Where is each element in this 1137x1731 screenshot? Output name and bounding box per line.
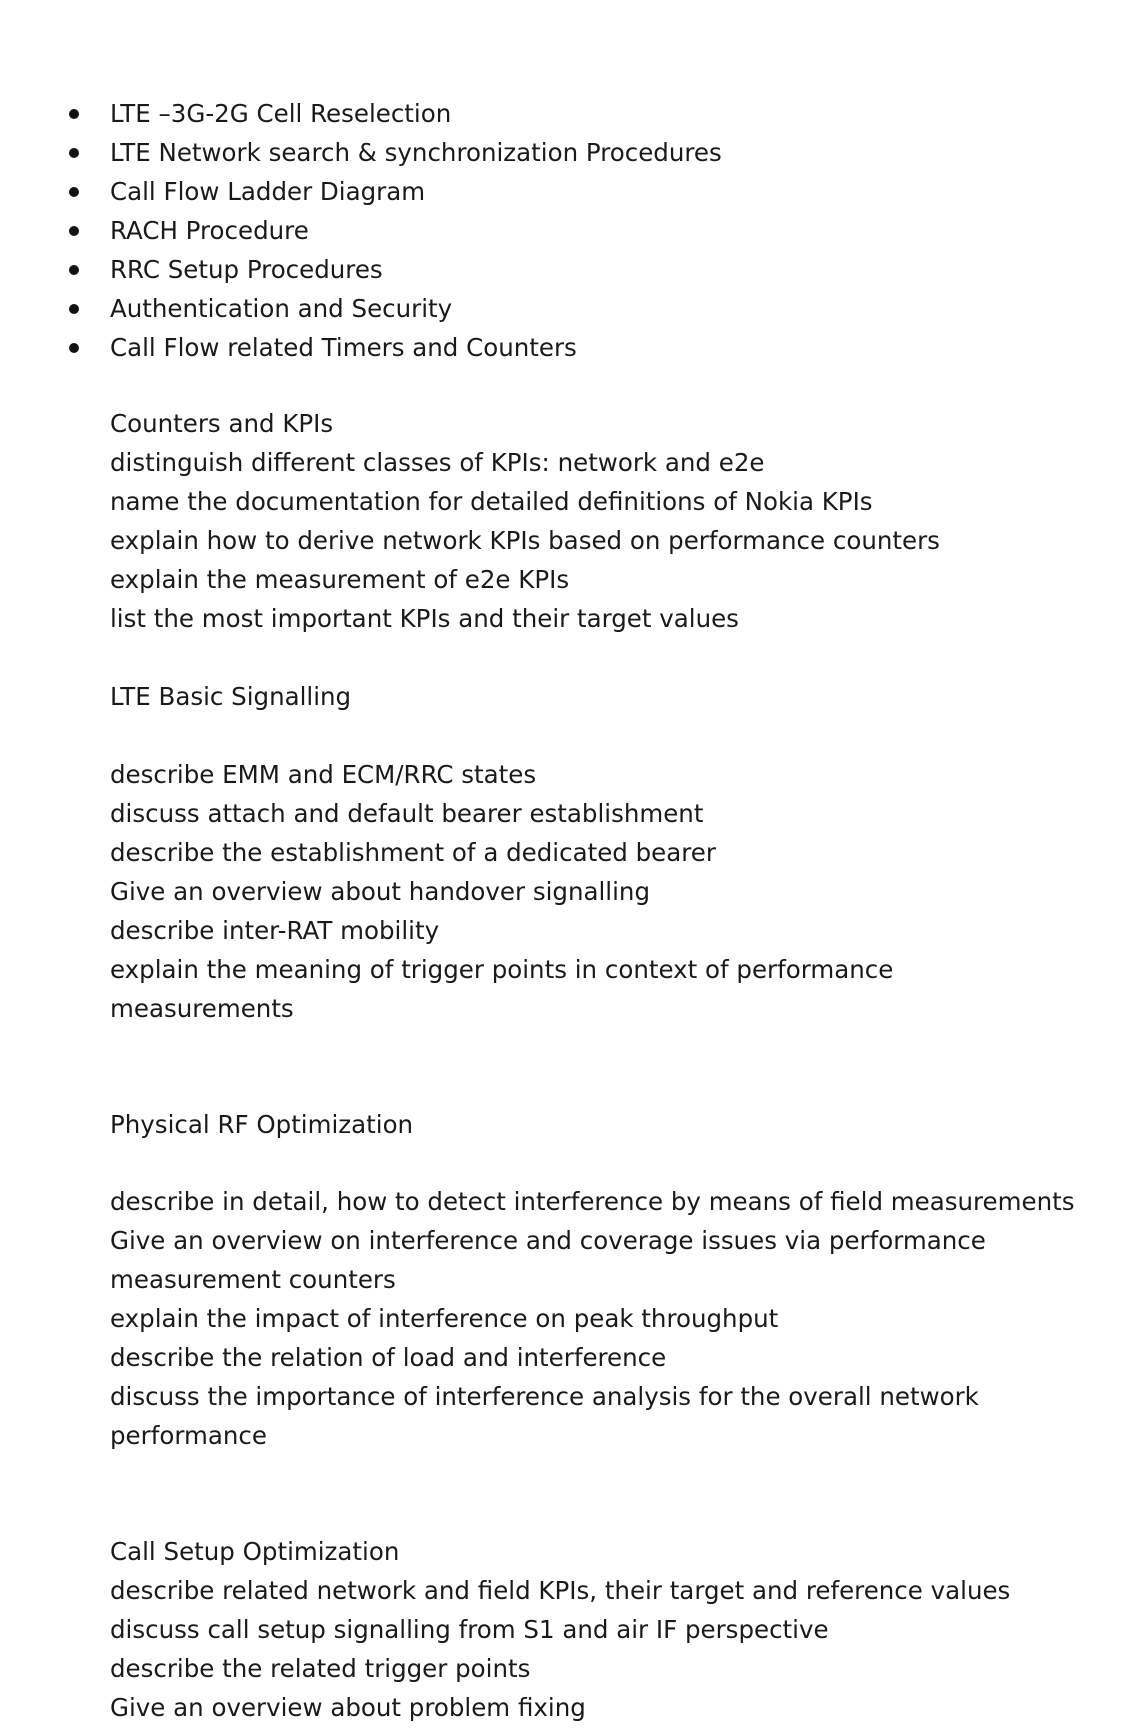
section-heading: LTE Basic Signalling (110, 682, 352, 711)
section-line: measurements (110, 994, 294, 1023)
bullet-icon (69, 265, 79, 275)
physical-rf-heading-block (110, 1105, 1110, 1144)
section-line: list the most important KPIs and their target values (110, 604, 739, 633)
bullet-icon (69, 187, 79, 197)
bullet-text: RACH Procedure (110, 216, 309, 245)
section-line: explain the meaning of trigger points in context of performance (110, 955, 894, 984)
list-item (0, 94, 1137, 133)
section-line: discuss the importance of interference analysis for the overall network (110, 1382, 979, 1411)
bullet-icon (69, 226, 79, 236)
list-item (0, 250, 1137, 289)
section-line: Give an overview on interference and coverage issues via performance (110, 1226, 986, 1255)
list-item (0, 289, 1137, 328)
bullet-list (0, 94, 1137, 367)
list-item (0, 133, 1137, 172)
bullet-icon (69, 148, 79, 158)
list-item (0, 328, 1137, 367)
section-line: describe in detail, how to detect interference by means of field measurements (110, 1187, 1075, 1216)
section-line: explain how to derive network KPIs based on performance counters (110, 526, 940, 555)
section-line: measurement counters (110, 1265, 396, 1294)
bullet-icon (69, 109, 79, 119)
bullet-text: Call Flow Ladder Diagram (110, 177, 426, 206)
lte-basic-signalling-heading-block (110, 677, 1110, 716)
physical-rf-section (110, 1182, 1110, 1455)
bullet-text: RRC Setup Procedures (110, 255, 383, 284)
section-line: describe the related trigger points (110, 1654, 531, 1683)
section-line: distinguish different classes of KPIs: network and e2e (110, 448, 765, 477)
section-line: describe the establishment of a dedicated bearer (110, 838, 716, 867)
section-heading: Counters and KPIs (110, 409, 334, 438)
section-line: discuss attach and default bearer establishment (110, 799, 704, 828)
section-line: describe EMM and ECM/RRC states (110, 760, 537, 789)
lte-basic-signalling-section (110, 755, 1110, 1028)
section-line: Give an overview about handover signalling (110, 877, 651, 906)
section-heading: Call Setup Optimization (110, 1537, 400, 1566)
call-setup-section (110, 1532, 1110, 1727)
section-line: Give an overview about problem fixing (110, 1693, 586, 1722)
section-heading: Physical RF Optimization (110, 1110, 414, 1139)
bullet-text: Authentication and Security (110, 294, 453, 323)
bullet-icon (69, 304, 79, 314)
list-item (0, 211, 1137, 250)
bullet-icon (69, 343, 79, 353)
section-line: describe inter-RAT mobility (110, 916, 440, 945)
list-item (0, 172, 1137, 211)
section-line: discuss call setup signalling from S1 and air IF perspective (110, 1615, 829, 1644)
section-line: explain the impact of interference on peak throughput (110, 1304, 779, 1333)
section-line: name the documentation for detailed definitions of Nokia KPIs (110, 487, 873, 516)
bullet-text: Call Flow related Timers and Counters (110, 333, 577, 362)
section-line: describe the relation of load and interference (110, 1343, 667, 1372)
section-line: performance (110, 1421, 267, 1450)
section-line: explain the measurement of e2e KPIs (110, 565, 570, 594)
bullet-text: LTE –3G-2G Cell Reselection (110, 99, 452, 128)
bullet-text: LTE Network search & synchronization Procedures (110, 138, 722, 167)
section-line: describe related network and field KPIs, their target and reference values (110, 1576, 1011, 1605)
counters-kpis-section (110, 404, 1110, 638)
